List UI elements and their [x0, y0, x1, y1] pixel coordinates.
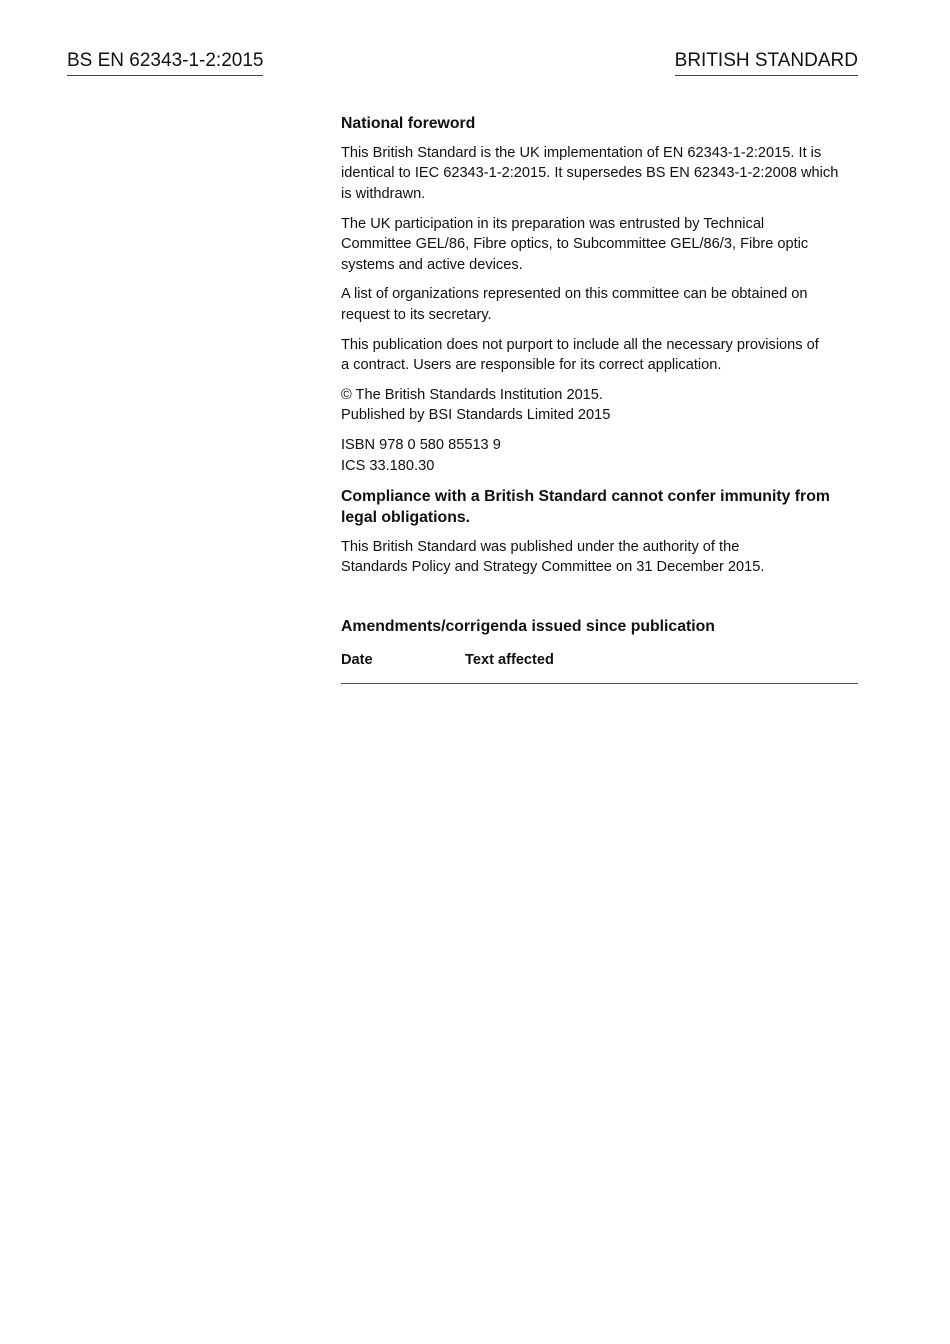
- column-header-text-affected: Text affected: [465, 651, 554, 668]
- authority-statement: [341, 537, 858, 578]
- column-header-date: Date: [341, 651, 373, 668]
- publisher-line: Published by BSI Standards Limited 2015: [341, 407, 611, 424]
- paragraph-line: A list of organizations represented on this committee can be obtained on: [341, 286, 808, 303]
- document-id: BS EN 62343-1-2:2015: [67, 49, 263, 76]
- authority-line: Standards Policy and Strategy Committee on 31 December 2015.: [341, 559, 765, 576]
- foreword-paragraph-implementation: [341, 143, 858, 204]
- authority-line: This British Standard was published under the authority of the: [341, 538, 740, 555]
- foreword-paragraph-organizations: [341, 284, 858, 325]
- compliance-line: Compliance with a British Standard cannot confer immunity from: [341, 487, 830, 505]
- amendments-title: Amendments/corrigenda issued since publication: [341, 617, 715, 635]
- compliance-line: legal obligations.: [341, 508, 471, 526]
- identifiers-block: [341, 435, 858, 476]
- copyright-block: [341, 385, 858, 426]
- national-foreword-section: [341, 113, 858, 684]
- paragraph-line: is withdrawn.: [341, 185, 426, 202]
- paragraph-line: identical to IEC 62343-1-2:2015. It supersedes BS EN 62343-1-2:2008 which: [341, 165, 839, 182]
- amendments-table-header: [341, 650, 858, 684]
- foreword-paragraph-participation: [341, 214, 858, 275]
- standard-type-label: BRITISH STANDARD: [675, 49, 858, 76]
- paragraph-line: request to its secretary.: [341, 306, 492, 323]
- compliance-statement: [341, 486, 858, 528]
- ics-line: ICS 33.180.30: [341, 457, 435, 474]
- paragraph-line: Committee GEL/86, Fibre optics, to Subcommittee GEL/86/3, Fibre optic: [341, 236, 809, 253]
- copyright-line: © The British Standards Institution 2015.: [341, 387, 603, 404]
- foreword-paragraph-contract: [341, 335, 858, 376]
- paragraph-line: The UK participation in its preparation was entrusted by Technical: [341, 215, 765, 232]
- foreword-title: National foreword: [341, 115, 476, 132]
- paragraph-line: systems and active devices.: [341, 256, 523, 273]
- paragraph-line: This publication does not purport to include all the necessary provisions of: [341, 336, 819, 353]
- paragraph-line: a contract. Users are responsible for its correct application.: [341, 357, 722, 374]
- isbn-line: ISBN 978 0 580 85513 9: [341, 437, 501, 454]
- paragraph-line: This British Standard is the UK implementation of EN 62343-1-2:2015. It is: [341, 145, 822, 161]
